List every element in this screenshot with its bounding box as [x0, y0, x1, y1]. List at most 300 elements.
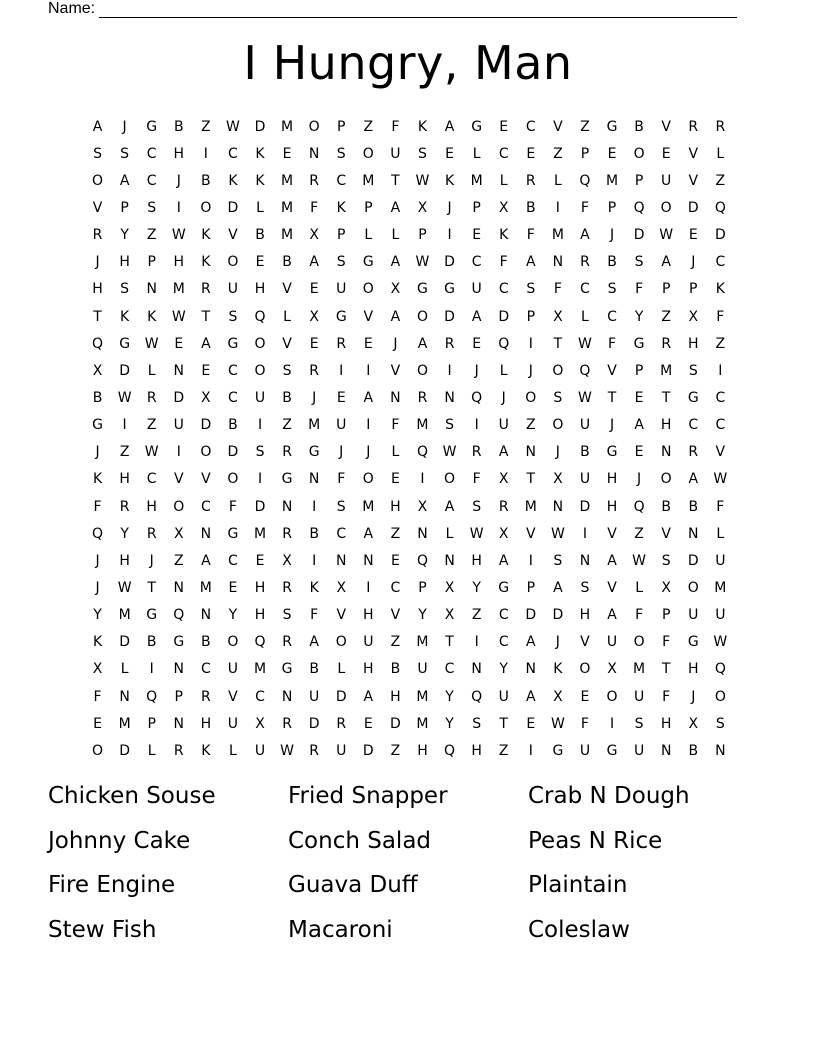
grid-letter[interactable]: R	[200, 281, 211, 298]
grid-letter[interactable]: X	[661, 579, 671, 596]
grid-letter[interactable]: U	[579, 471, 591, 488]
grid-letter[interactable]: A	[661, 254, 671, 271]
grid-letter[interactable]: Z	[498, 742, 509, 759]
grid-letter[interactable]: G	[335, 308, 347, 325]
grid-letter[interactable]: U	[471, 281, 482, 298]
grid-letter[interactable]: S	[472, 715, 482, 732]
grid-letter[interactable]: E	[309, 335, 319, 352]
grid-letter[interactable]: R	[282, 715, 292, 732]
grid-letter[interactable]: X	[498, 525, 509, 542]
grid-letter[interactable]: J	[312, 389, 317, 406]
grid-letter[interactable]: S	[580, 579, 590, 596]
grid-letter[interactable]: O	[227, 634, 239, 651]
grid-letter[interactable]: W	[117, 389, 132, 406]
grid-letter[interactable]: H	[606, 471, 618, 488]
grid-letter[interactable]: V	[228, 688, 238, 705]
grid-letter[interactable]: Q	[579, 172, 591, 189]
grid-letter[interactable]: P	[337, 227, 346, 244]
grid-letter[interactable]: J	[691, 688, 696, 705]
grid-letter[interactable]: D	[525, 607, 537, 624]
grid-letter[interactable]: G	[552, 742, 564, 759]
grid-letter[interactable]: J	[176, 172, 181, 189]
grid-letter[interactable]: I	[122, 417, 127, 434]
grid-letter[interactable]: G	[92, 417, 103, 434]
grid-letter[interactable]: M	[362, 172, 375, 189]
grid-letter[interactable]: F	[228, 498, 237, 515]
grid-letter[interactable]: B	[309, 525, 319, 542]
grid-letter[interactable]: P	[526, 579, 536, 596]
grid-letter[interactable]: C	[688, 417, 699, 434]
grid-letter[interactable]: D	[362, 742, 374, 759]
grid-letter[interactable]: P	[580, 145, 590, 162]
grid-letter[interactable]: B	[688, 742, 699, 759]
grid-letter[interactable]: P	[174, 688, 183, 705]
grid-letter[interactable]: U	[417, 661, 428, 678]
grid-letter[interactable]: O	[633, 145, 645, 162]
grid-letter[interactable]: R	[417, 389, 428, 406]
grid-letter[interactable]: Z	[363, 118, 374, 135]
grid-letter[interactable]: F	[662, 688, 671, 705]
grid-letter[interactable]: F	[635, 607, 644, 624]
grid-letter[interactable]: E	[282, 145, 292, 162]
grid-letter[interactable]: I	[609, 715, 615, 732]
grid-letter[interactable]: L	[499, 172, 508, 189]
grid-letter[interactable]: B	[228, 417, 238, 434]
grid-letter[interactable]: Q	[471, 389, 483, 406]
grid-letter[interactable]: J	[555, 634, 560, 651]
grid-letter[interactable]: V	[336, 607, 347, 624]
grid-letter[interactable]: V	[92, 199, 103, 216]
grid-letter[interactable]: A	[92, 118, 103, 135]
grid-letter[interactable]: D	[714, 227, 726, 244]
grid-letter[interactable]: L	[283, 308, 291, 325]
grid-letter[interactable]: S	[336, 498, 346, 515]
grid-letter[interactable]: Y	[120, 525, 129, 542]
grid-letter[interactable]: I	[528, 335, 533, 352]
grid-letter[interactable]: W	[144, 335, 159, 352]
grid-letter[interactable]: L	[391, 444, 400, 461]
grid-letter[interactable]: E	[336, 389, 346, 406]
grid-letter[interactable]: E	[661, 145, 671, 162]
grid-letter[interactable]: M	[199, 579, 212, 596]
grid-letter[interactable]: N	[363, 552, 374, 569]
grid-letter[interactable]: L	[716, 525, 725, 542]
grid-letter[interactable]: F	[472, 471, 481, 488]
grid-letter[interactable]: N	[146, 281, 157, 298]
grid-letter[interactable]: P	[472, 199, 481, 216]
grid-letter[interactable]: D	[552, 607, 564, 624]
grid-letter[interactable]: T	[499, 715, 508, 732]
grid-letter[interactable]: H	[363, 607, 374, 624]
grid-letter[interactable]: X	[336, 579, 347, 596]
grid-letter[interactable]: D	[444, 308, 455, 325]
grid-letter[interactable]: O	[254, 362, 266, 379]
grid-letter[interactable]: D	[390, 715, 401, 732]
grid-letter[interactable]: O	[633, 634, 645, 651]
grid-letter[interactable]: X	[444, 579, 455, 596]
grid-letter[interactable]: B	[580, 444, 590, 461]
grid-letter[interactable]: X	[553, 308, 563, 325]
grid-letter[interactable]: O	[308, 118, 320, 135]
grid-letter[interactable]: I	[474, 417, 479, 434]
grid-letter[interactable]: Q	[146, 688, 158, 705]
grid-letter[interactable]: O	[227, 254, 239, 271]
grid-letter[interactable]: O	[173, 498, 185, 515]
grid-letter[interactable]: V	[282, 281, 292, 298]
grid-letter[interactable]: P	[120, 199, 129, 216]
grid-letter[interactable]: H	[92, 281, 103, 298]
grid-letter[interactable]: Q	[633, 498, 645, 515]
grid-letter[interactable]: O	[416, 308, 428, 325]
grid-letter[interactable]: U	[227, 281, 239, 298]
grid-letter[interactable]: C	[228, 389, 238, 406]
grid-letter[interactable]: A	[363, 525, 374, 542]
grid-letter[interactable]: I	[203, 145, 208, 162]
grid-letter[interactable]: X	[309, 308, 319, 325]
grid-letter[interactable]: A	[498, 552, 509, 569]
grid-letter[interactable]: K	[336, 199, 346, 216]
grid-letter[interactable]: R	[282, 525, 292, 542]
grid-letter[interactable]: J	[501, 389, 506, 406]
grid-letter[interactable]: M	[416, 417, 429, 434]
grid-letter[interactable]: R	[471, 444, 482, 461]
grid-letter[interactable]: N	[281, 688, 293, 705]
grid-letter[interactable]: Y	[499, 661, 508, 678]
grid-letter[interactable]: S	[418, 145, 427, 162]
grid-letter[interactable]: S	[607, 281, 617, 298]
grid-letter[interactable]: W	[632, 552, 647, 569]
grid-letter[interactable]: C	[498, 634, 509, 651]
grid-letter[interactable]: O	[200, 444, 212, 461]
grid-letter[interactable]: G	[498, 579, 510, 596]
grid-letter[interactable]: M	[118, 607, 131, 624]
grid-letter[interactable]: J	[691, 254, 696, 271]
grid-letter[interactable]: M	[308, 417, 321, 434]
grid-letter[interactable]: L	[120, 661, 129, 678]
grid-letter[interactable]: R	[119, 498, 130, 515]
grid-letter[interactable]: H	[417, 742, 428, 759]
grid-letter[interactable]: V	[526, 525, 536, 542]
grid-letter[interactable]: P	[147, 715, 156, 732]
grid-letter[interactable]: V	[173, 471, 184, 488]
grid-letter[interactable]: A	[309, 254, 319, 271]
grid-letter[interactable]: N	[525, 661, 537, 678]
grid-letter[interactable]: A	[607, 607, 617, 624]
grid-letter[interactable]: X	[498, 199, 509, 216]
grid-letter[interactable]: N	[552, 498, 564, 515]
grid-letter[interactable]: N	[660, 742, 672, 759]
grid-letter[interactable]: X	[417, 199, 428, 216]
grid-letter[interactable]: N	[119, 688, 130, 705]
grid-letter[interactable]: M	[714, 579, 727, 596]
grid-letter[interactable]: M	[633, 661, 646, 678]
grid-letter[interactable]: C	[498, 145, 509, 162]
grid-letter[interactable]: F	[391, 118, 400, 135]
grid-letter[interactable]: O	[552, 417, 564, 434]
grid-letter[interactable]: C	[200, 661, 211, 678]
grid-letter[interactable]: M	[524, 498, 537, 515]
grid-letter[interactable]: L	[635, 579, 643, 596]
grid-letter[interactable]: A	[201, 552, 211, 569]
grid-letter[interactable]: G	[606, 444, 618, 461]
grid-letter[interactable]: G	[633, 335, 645, 352]
grid-letter[interactable]: X	[92, 362, 103, 379]
grid-letter[interactable]: X	[688, 715, 699, 732]
grid-letter[interactable]: L	[229, 742, 237, 759]
grid-letter[interactable]: Z	[173, 552, 184, 569]
grid-letter[interactable]: N	[579, 552, 591, 569]
grid-letter[interactable]: L	[716, 145, 725, 162]
grid-letter[interactable]: G	[146, 118, 158, 135]
grid-letter[interactable]: D	[308, 715, 320, 732]
grid-letter[interactable]: V	[715, 444, 726, 461]
grid-letter[interactable]: D	[173, 389, 185, 406]
grid-letter[interactable]: J	[555, 444, 560, 461]
grid-letter[interactable]: C	[444, 661, 455, 678]
grid-letter[interactable]: R	[336, 335, 347, 352]
grid-letter[interactable]: S	[634, 715, 644, 732]
grid-letter[interactable]: N	[200, 525, 212, 542]
grid-letter[interactable]: K	[120, 308, 130, 325]
grid-letter[interactable]: K	[228, 172, 238, 189]
grid-letter[interactable]: S	[553, 552, 563, 569]
grid-letter[interactable]: Q	[173, 607, 185, 624]
grid-letter[interactable]: V	[553, 118, 563, 135]
grid-letter[interactable]: U	[633, 688, 645, 705]
grid-letter[interactable]: H	[119, 471, 130, 488]
grid-letter[interactable]: M	[362, 498, 375, 515]
grid-letter[interactable]: A	[444, 118, 455, 135]
grid-letter[interactable]: X	[498, 471, 509, 488]
grid-letter[interactable]: M	[470, 172, 483, 189]
grid-letter[interactable]: F	[716, 498, 725, 515]
grid-letter[interactable]: X	[607, 661, 617, 678]
grid-letter[interactable]: R	[309, 362, 320, 379]
grid-letter[interactable]: E	[390, 552, 400, 569]
grid-letter[interactable]: I	[474, 634, 479, 651]
grid-letter[interactable]: R	[498, 498, 509, 515]
grid-letter[interactable]: P	[689, 281, 698, 298]
grid-letter[interactable]: O	[254, 335, 266, 352]
grid-letter[interactable]: X	[173, 525, 184, 542]
grid-letter[interactable]: I	[447, 362, 452, 379]
grid-letter[interactable]: J	[609, 227, 615, 244]
grid-letter[interactable]: C	[498, 281, 509, 298]
grid-letter[interactable]: F	[93, 498, 102, 515]
grid-letter[interactable]: C	[715, 389, 726, 406]
grid-letter[interactable]: V	[607, 579, 617, 596]
grid-letter[interactable]: B	[634, 118, 644, 135]
grid-letter[interactable]: U	[390, 145, 401, 162]
grid-letter[interactable]: Z	[661, 308, 671, 325]
grid-letter[interactable]: A	[119, 172, 130, 189]
grid-letter[interactable]: X	[553, 688, 563, 705]
grid-letter[interactable]: J	[366, 444, 371, 461]
grid-letter[interactable]: T	[607, 389, 617, 406]
grid-letter[interactable]: K	[255, 145, 265, 162]
grid-letter[interactable]: K	[553, 661, 563, 678]
grid-letter[interactable]: M	[660, 362, 673, 379]
grid-letter[interactable]: T	[526, 471, 536, 488]
grid-letter[interactable]: P	[364, 199, 373, 216]
grid-letter[interactable]: R	[146, 389, 157, 406]
grid-letter[interactable]: A	[634, 417, 644, 434]
grid-letter[interactable]: L	[256, 199, 264, 216]
grid-letter[interactable]: U	[633, 742, 645, 759]
grid-letter[interactable]: J	[609, 417, 615, 434]
grid-letter[interactable]: X	[688, 308, 699, 325]
grid-letter[interactable]: W	[280, 742, 294, 759]
grid-letter[interactable]: N	[200, 607, 212, 624]
grid-letter[interactable]: H	[254, 579, 266, 596]
grid-letter[interactable]: F	[580, 715, 589, 732]
grid-letter[interactable]: G	[606, 742, 618, 759]
grid-letter[interactable]: H	[173, 145, 185, 162]
grid-letter[interactable]: N	[173, 715, 185, 732]
grid-letter[interactable]: N	[552, 254, 564, 271]
grid-letter[interactable]: E	[634, 389, 644, 406]
grid-letter[interactable]: B	[607, 254, 617, 271]
grid-letter[interactable]: P	[634, 172, 644, 189]
grid-letter[interactable]: Z	[580, 118, 590, 135]
grid-letter[interactable]: R	[688, 118, 699, 135]
grid-letter[interactable]: Z	[146, 227, 157, 244]
grid-letter[interactable]: H	[119, 254, 130, 271]
grid-letter[interactable]: M	[172, 281, 185, 298]
grid-letter[interactable]: I	[528, 742, 533, 759]
grid-letter[interactable]: W	[578, 389, 592, 406]
grid-letter[interactable]: J	[474, 362, 479, 379]
grid-letter[interactable]: E	[228, 579, 238, 596]
grid-letter[interactable]: N	[444, 552, 455, 569]
grid-letter[interactable]: U	[254, 742, 266, 759]
grid-letter[interactable]: G	[173, 634, 185, 651]
grid-letter[interactable]: W	[144, 444, 159, 461]
grid-letter[interactable]: L	[364, 227, 373, 244]
grid-letter[interactable]: V	[688, 145, 699, 162]
grid-letter[interactable]: F	[499, 254, 508, 271]
grid-letter[interactable]: F	[716, 308, 725, 325]
grid-letter[interactable]: T	[445, 634, 454, 651]
grid-letter[interactable]: W	[550, 715, 565, 732]
grid-letter[interactable]: M	[281, 227, 294, 244]
grid-letter[interactable]: A	[444, 498, 455, 515]
grid-letter[interactable]: A	[607, 552, 617, 569]
grid-letter[interactable]: F	[93, 688, 102, 705]
grid-letter[interactable]: U	[336, 742, 347, 759]
grid-letter[interactable]: C	[336, 172, 347, 189]
grid-letter[interactable]: Y	[93, 607, 102, 624]
grid-letter[interactable]: R	[92, 227, 103, 244]
grid-letter[interactable]: S	[472, 498, 482, 515]
grid-letter[interactable]: X	[92, 661, 103, 678]
grid-letter[interactable]: I	[447, 227, 452, 244]
grid-letter[interactable]: Z	[715, 172, 726, 189]
grid-letter[interactable]: D	[227, 199, 239, 216]
grid-letter[interactable]: F	[580, 199, 589, 216]
grid-letter[interactable]: S	[282, 362, 292, 379]
grid-letter[interactable]: B	[661, 498, 671, 515]
grid-letter[interactable]: G	[281, 471, 293, 488]
grid-letter[interactable]: S	[634, 254, 644, 271]
grid-letter[interactable]: D	[498, 308, 510, 325]
grid-letter[interactable]: A	[526, 688, 536, 705]
grid-letter[interactable]: C	[228, 145, 238, 162]
grid-letter[interactable]: E	[526, 715, 536, 732]
grid-letter[interactable]: L	[499, 362, 508, 379]
grid-letter[interactable]: I	[420, 471, 425, 488]
grid-letter[interactable]: F	[391, 417, 400, 434]
grid-letter[interactable]: Z	[146, 417, 157, 434]
grid-letter[interactable]: G	[471, 118, 483, 135]
grid-letter[interactable]: N	[390, 389, 401, 406]
grid-letter[interactable]: C	[255, 688, 265, 705]
grid-letter[interactable]: E	[255, 254, 265, 271]
grid-letter[interactable]: V	[228, 227, 238, 244]
grid-letter[interactable]: V	[390, 362, 401, 379]
grid-letter[interactable]: N	[308, 471, 320, 488]
grid-letter[interactable]: P	[418, 227, 427, 244]
grid-letter[interactable]: Y	[418, 607, 427, 624]
grid-letter[interactable]: K	[92, 634, 103, 651]
grid-letter[interactable]: Q	[444, 742, 456, 759]
grid-letter[interactable]: B	[309, 661, 319, 678]
grid-letter[interactable]: P	[418, 579, 427, 596]
grid-letter[interactable]: E	[255, 552, 265, 569]
grid-letter[interactable]: O	[362, 471, 374, 488]
grid-letter[interactable]: M	[416, 715, 429, 732]
grid-letter[interactable]: W	[578, 335, 592, 352]
grid-letter[interactable]: P	[661, 281, 671, 298]
grid-letter[interactable]: O	[92, 172, 104, 189]
grid-letter[interactable]: N	[525, 444, 537, 461]
grid-letter[interactable]: R	[282, 579, 292, 596]
grid-letter[interactable]: Q	[714, 661, 726, 678]
grid-letter[interactable]: O	[687, 579, 699, 596]
grid-letter[interactable]: G	[687, 634, 699, 651]
grid-letter[interactable]: P	[661, 607, 671, 624]
grid-letter[interactable]: B	[282, 389, 292, 406]
grid-letter[interactable]: S	[336, 145, 346, 162]
grid-letter[interactable]: A	[417, 335, 428, 352]
grid-letter[interactable]: M	[253, 525, 267, 542]
grid-letter[interactable]: M	[253, 661, 267, 678]
grid-letter[interactable]: C	[715, 254, 726, 271]
grid-letter[interactable]: H	[660, 715, 672, 732]
grid-letter[interactable]: M	[416, 688, 429, 705]
grid-letter[interactable]: J	[95, 552, 100, 569]
grid-letter[interactable]: H	[471, 742, 482, 759]
grid-letter[interactable]: R	[282, 444, 292, 461]
grid-letter[interactable]: U	[336, 417, 347, 434]
grid-letter[interactable]: O	[362, 145, 374, 162]
grid-letter[interactable]: U	[363, 634, 374, 651]
grid-letter[interactable]: M	[281, 199, 294, 216]
grid-letter[interactable]: Q	[633, 199, 645, 216]
grid-letter[interactable]: U	[715, 607, 726, 624]
grid-letter[interactable]: H	[200, 715, 212, 732]
grid-letter[interactable]: E	[309, 281, 319, 298]
grid-letter[interactable]: O	[714, 688, 726, 705]
grid-letter[interactable]: D	[579, 498, 591, 515]
grid-letter[interactable]: R	[146, 525, 157, 542]
grid-letter[interactable]: C	[715, 417, 726, 434]
grid-letter[interactable]: Z	[282, 417, 292, 434]
grid-letter[interactable]: M	[281, 172, 294, 189]
grid-letter[interactable]: J	[339, 444, 344, 461]
grid-letter[interactable]: I	[366, 417, 371, 434]
grid-letter[interactable]: U	[579, 417, 591, 434]
